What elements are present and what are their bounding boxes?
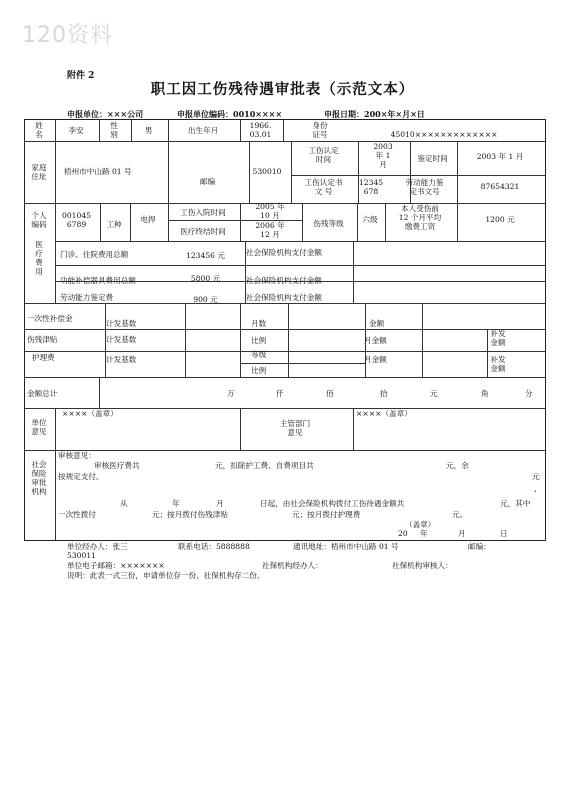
footer-email: 单位电子邮箱：××××××× bbox=[67, 561, 165, 570]
review-line1-a: 审核医疗费共 bbox=[94, 461, 140, 470]
footer-social-agent: 社保机构经办人： bbox=[262, 561, 323, 570]
row-line bbox=[25, 141, 545, 142]
watermark: 120资料 bbox=[22, 23, 113, 48]
footer-zip-label: 邮编： bbox=[468, 542, 491, 551]
col-line bbox=[422, 303, 423, 377]
make-up-label-2: 补发 金额 bbox=[490, 355, 506, 373]
row-line bbox=[291, 175, 545, 176]
admission-label: 工伤入院时间 bbox=[180, 208, 226, 217]
ability-fee-value: 900 元 bbox=[193, 295, 218, 304]
review-comma: ， bbox=[534, 484, 542, 493]
col-line bbox=[353, 241, 354, 303]
months-label: 月数 bbox=[251, 319, 267, 328]
social-pay-label-2: 社会保险机构支付金额 bbox=[246, 276, 322, 285]
review-date-20: 20 bbox=[398, 529, 408, 538]
footer-phone: 联系电话：5888888 bbox=[178, 542, 250, 551]
unit-shi: 拾 bbox=[380, 389, 388, 398]
row-line bbox=[25, 377, 545, 378]
grade-label: 等级 bbox=[251, 350, 267, 359]
col-line bbox=[457, 141, 458, 203]
footer-note: 说明：此表一式三份，申请单位存一份、社保机构存二份。 bbox=[67, 571, 265, 580]
clinic-label: 门诊、住院费用总额 bbox=[60, 250, 129, 259]
med-end-value: 2006 年 12 月 bbox=[255, 221, 285, 239]
review-line4-a: 一次性拨付 bbox=[58, 510, 96, 519]
admission-value: 2005 年 10 月 bbox=[255, 202, 285, 220]
gender-label: 性 别 bbox=[110, 121, 118, 139]
nursing-label: 护理费 bbox=[32, 353, 55, 362]
name-value: 李安 bbox=[68, 126, 84, 135]
address-label: 家庭 住址 bbox=[31, 163, 47, 181]
unit-qian: 仟 bbox=[276, 389, 284, 398]
dept-label: 主管部门 意见 bbox=[279, 419, 311, 437]
postcode-label: 邮编 bbox=[199, 177, 216, 186]
review-line3-year: 年 bbox=[172, 499, 180, 508]
wage-label: 本人受伤前 12 个月平均 缴费工资 bbox=[398, 204, 442, 231]
ratio-label-2: 比例 bbox=[251, 366, 267, 375]
base-label-1: 计发基数 bbox=[106, 319, 137, 328]
col-line bbox=[240, 303, 241, 377]
address-value: 梧州市中山路 01 号 bbox=[64, 167, 132, 176]
dept-seal: ××××（盖章） bbox=[356, 409, 412, 418]
base-label-3: 计发基数 bbox=[106, 355, 137, 364]
unit-opinion-label: 单位 意见 bbox=[31, 418, 47, 436]
allowance-label: 伤残津贴 bbox=[27, 335, 58, 344]
attachment-label: 附件 2 bbox=[67, 71, 95, 81]
injury-confirm-time-value: 2003 年 1 月 bbox=[373, 142, 393, 169]
review-date-day: 日 bbox=[500, 529, 508, 538]
col-line bbox=[240, 408, 241, 450]
footer-social-reviewer: 社保机构审核人： bbox=[392, 561, 453, 570]
row-line bbox=[25, 351, 545, 352]
monthly-amount-label-2: 月金额 bbox=[364, 355, 387, 364]
social-pay-label-1: 社会保险机构支付金额 bbox=[246, 248, 322, 257]
review-line4-c: 元；按月拨付护理费 bbox=[292, 510, 361, 519]
col-line bbox=[185, 303, 186, 377]
header-date: 申报日期：200×年×月×日 bbox=[324, 109, 425, 119]
review-date-year: 年 bbox=[420, 529, 428, 538]
row-line bbox=[25, 450, 545, 451]
review-line3-b: 日起，由社会保险机构拨付工伤待遇金额共 bbox=[260, 499, 405, 508]
birth-value: 1966. 03.01 bbox=[249, 121, 272, 139]
review-line3-from: 从 bbox=[120, 499, 128, 508]
lump-sum-label: 一次性补偿金 bbox=[27, 314, 73, 323]
review-yuan: 元 bbox=[532, 472, 540, 481]
ratio-label-1: 比例 bbox=[251, 336, 267, 345]
row-line bbox=[25, 329, 545, 330]
review-line2: 按规定支付。 bbox=[58, 472, 104, 481]
personal-code-value: 001045 6789 bbox=[62, 211, 91, 229]
monthly-amount-label-1: 月金额 bbox=[364, 336, 387, 345]
unit-fen: 分 bbox=[525, 389, 533, 398]
injury-doc-no-label: 工伤认定书 文 号 bbox=[304, 178, 343, 196]
medical-label: 医 疗 费 用 bbox=[35, 240, 43, 276]
appraisal-time-value: 2003 年 1 月 bbox=[476, 152, 524, 161]
header-unit: 申报单位：×××公司 bbox=[67, 109, 144, 119]
unit-jiao: 角 bbox=[481, 389, 489, 398]
total-label: 金额总计 bbox=[27, 389, 58, 398]
disability-label: 伤残等级 bbox=[313, 219, 344, 228]
row-line bbox=[55, 265, 545, 266]
make-up-label-1: 补发 金额 bbox=[490, 329, 506, 347]
unit-wan: 万 bbox=[227, 389, 235, 398]
job-value: 电捍 bbox=[140, 215, 156, 224]
review-line4-d: 元。 bbox=[452, 510, 468, 519]
row-line bbox=[25, 303, 545, 304]
row-line bbox=[55, 241, 545, 242]
col-line bbox=[353, 408, 354, 450]
base-label-2: 计发基数 bbox=[106, 335, 137, 344]
col-line bbox=[55, 408, 56, 540]
footer-agent: 单位经办人：张三 bbox=[67, 542, 128, 551]
id-label: 身份 证号 bbox=[312, 121, 328, 139]
footer-zip-value: 530011 bbox=[67, 551, 96, 560]
review-line4-b: 元；按月拨付伤残津贴 bbox=[152, 510, 228, 519]
social-approval-label: 社会 保险 审批 机构 bbox=[31, 460, 47, 496]
id-value: 45010××××××××××××× bbox=[390, 130, 498, 139]
unit-yuan: 元 bbox=[430, 389, 438, 398]
injury-confirm-time-label: 工伤认定 时间 bbox=[308, 146, 339, 164]
med-end-label: 医疗终结时间 bbox=[180, 227, 226, 236]
header-unit-code: 申报单位编码：0010×××× bbox=[177, 109, 283, 119]
birth-label: 出生年月 bbox=[187, 126, 219, 135]
col-line bbox=[283, 120, 284, 141]
amount-label: 金额 bbox=[369, 319, 385, 328]
col-line bbox=[99, 377, 100, 408]
unit-bai: 佰 bbox=[326, 389, 334, 398]
page-title: 职工因工伤残待遇审批表（示范文本） bbox=[150, 81, 415, 98]
review-line1-c: 元，余 bbox=[446, 461, 469, 470]
review-line3-month: 月 bbox=[216, 499, 224, 508]
ability-doc-no-value: 87654321 bbox=[480, 182, 520, 191]
personal-code-label: 个人 编码 bbox=[31, 211, 47, 229]
ability-doc-no-label: 劳动能力鉴 定书文号 bbox=[405, 178, 444, 196]
wage-value: 1200 元 bbox=[485, 215, 515, 224]
ability-fee-label: 劳动能力鉴定费 bbox=[60, 293, 114, 302]
aid-label: 功能补偿器具费用总额 bbox=[60, 276, 136, 285]
footer-address: 通讯地址：梧州市中山路 01 号 bbox=[293, 542, 399, 551]
social-pay-label-3: 社会保险机构支付金额 bbox=[246, 293, 322, 302]
review-seal: （盖章） bbox=[405, 520, 436, 529]
gender-value: 男 bbox=[144, 126, 153, 135]
unit-seal: ××××（盖章） bbox=[62, 409, 118, 418]
injury-doc-no-value: 12345 678 bbox=[358, 178, 384, 196]
postcode-value: 530010 bbox=[252, 167, 282, 176]
appraisal-time-label: 鉴定时间 bbox=[417, 154, 448, 163]
disability-value: 六级 bbox=[362, 215, 378, 224]
review-title: 审核意见： bbox=[58, 451, 96, 460]
job-label: 工种 bbox=[106, 220, 122, 229]
col-line bbox=[288, 303, 289, 377]
clinic-value: 123456 元 bbox=[186, 251, 225, 260]
name-label: 姓 名 bbox=[35, 121, 43, 139]
aid-value: 5800 元 bbox=[190, 274, 221, 283]
review-line3-c: 元，其中 bbox=[500, 499, 531, 508]
review-line1-b: 元，扣除护工费、自费项目共 bbox=[215, 461, 314, 470]
review-date-month: 月 bbox=[458, 529, 466, 538]
row-line bbox=[240, 363, 365, 364]
